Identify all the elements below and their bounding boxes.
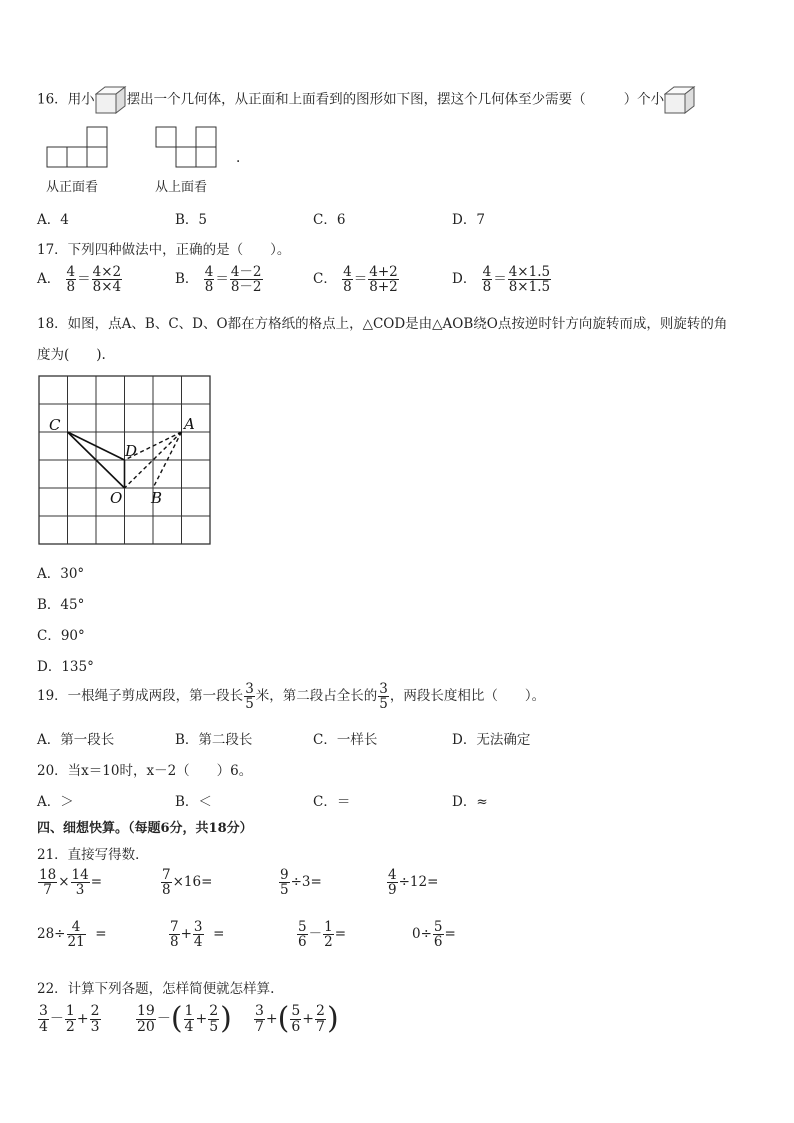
q17-option-d[interactable]: D． $\frac{4}{8}$ ＝ $\frac{4\times 1.5}{8\times 1.5}$ (452, 264, 551, 296)
q16-text-3: ）个小 (623, 91, 665, 108)
q16-text-2: 摆出一个几何体，从正面和上面看到的图形如下图，摆这个几何体至少需要（ (126, 91, 586, 108)
q22-expression-1: $\frac{3}{4}$ － $\frac{1}{2}$ + $\frac{2}{3}$ (39, 1003, 100, 1035)
fraction: $\frac{7}{8}$ (170, 919, 179, 951)
option-letter: B． (175, 271, 199, 288)
q21-item: $\frac{7}{8}$ ×16= (162, 867, 213, 899)
option-letter: C． (313, 271, 337, 288)
q20-stem: 20．当x＝10时，x－2（ ）6。 (37, 763, 253, 779)
q18-option-c[interactable]: C．90° (37, 628, 85, 644)
q16-option-b[interactable]: B．5 (175, 212, 208, 228)
q20-option-a[interactable]: A．＞ (37, 794, 74, 810)
q21-stem: 21．直接写得数． (37, 847, 149, 863)
q16-text-1: 用小 (67, 91, 95, 108)
front-view-figure (46, 126, 110, 168)
fraction: $\frac{1}{2}$ (324, 919, 333, 951)
fraction: $\frac{7}{8}$ (162, 867, 171, 899)
q17-stem: 17．下列四种做法中，正确的是（ ）。 (37, 242, 291, 258)
fraction: $\frac{3}{5}$ (379, 681, 388, 713)
fraction: $\frac{2}{7}$ (316, 1003, 325, 1035)
q18-stem-line1: 18．如图，点A、B、C、D、O都在方格纸的格点上，△COD是由△AOB绕O点按逆时针方向旋转而成，则旋转的角 (37, 316, 728, 332)
fraction: $\frac{3}{4}$ (39, 1003, 48, 1035)
section-heading: 四、细想快算。（每题6分，共18分） (37, 821, 253, 836)
point-b-label: B (151, 489, 163, 507)
fraction: $\frac{9}{5}$ (280, 867, 289, 899)
rotation-grid-figure (37, 372, 213, 548)
q21-item: $\frac{18}{7}$ × $\frac{14}{3}$ = (39, 867, 102, 899)
point-d-label: D (125, 442, 138, 460)
fraction: $\frac{4}{8}$ (66, 264, 76, 296)
q19-option-d[interactable]: D．无法确定 (452, 732, 531, 748)
fraction: $\frac{19}{20}$ (137, 1003, 155, 1035)
fraction: $\frac{4}{9}$ (388, 867, 397, 899)
fraction: $\frac{3}{5}$ (245, 681, 254, 713)
q21-item: $\frac{5}{6}$ － $\frac{1}{2}$ = (298, 919, 346, 951)
point-o-label: O (110, 489, 123, 507)
q20-option-d[interactable]: D．≈ (452, 794, 488, 810)
q22-expression-2: $\frac{19}{20}$ －( $\frac{1}{4}$ + $\frac{2}{5}$ ) (137, 1001, 232, 1037)
front-view-label: 从正面看 (46, 180, 99, 195)
q18-option-b[interactable]: B．45° (37, 597, 85, 613)
fraction: $\frac{18}{7}$ (39, 867, 57, 899)
q21-item: $\frac{9}{5}$ ÷3= (280, 867, 322, 899)
fraction: $\frac{3}{4}$ (193, 919, 203, 951)
q19-option-c[interactable]: C．一样长 (313, 732, 378, 748)
fraction: $\frac{5}{6}$ (291, 1003, 301, 1035)
fraction: $\frac{4-2}{8-2}$ (230, 264, 262, 296)
fraction: $\frac{5}{6}$ (433, 919, 443, 951)
q20-option-b[interactable]: B．＜ (175, 794, 212, 810)
fraction: $\frac{4}{8}$ (343, 264, 352, 296)
fraction: $\frac{1}{4}$ (184, 1003, 194, 1035)
point-c-label: C (49, 416, 61, 434)
q21-item: 0÷ $\frac{5}{6}$ = (412, 919, 456, 951)
top-view-label: 从上面看 (155, 180, 208, 195)
q16-period: . (236, 150, 241, 166)
option-letter: A． (37, 271, 61, 288)
cube-icon (664, 86, 696, 114)
q21-item: 28÷ $\frac{4}{21}$ = (37, 919, 107, 951)
q17-option-c[interactable]: C． $\frac{4}{8}$ ＝ $\frac{4+2}{8+2}$ (313, 264, 398, 296)
q16-option-a[interactable]: A．4 (37, 212, 69, 228)
q16-option-c[interactable]: C．6 (313, 212, 346, 228)
fraction: $\frac{14}{3}$ (71, 867, 89, 899)
fraction: $\frac{3}{7}$ (255, 1003, 264, 1035)
q19-stem: 19．一根绳子剪成两段，第一段长 $\frac{3}{5}$ 米，第二段占全长的 $\frac{3}{5}$ ，两段长度相比（ ）。 (37, 681, 546, 713)
q17-option-a[interactable]: A． $\frac{4}{8}$ ＝ $\frac{4\times 2}{8\times 4}$ (37, 264, 122, 296)
option-letter: D． (452, 271, 477, 288)
cube-icon (95, 86, 127, 114)
fraction: $\frac{4\times 1.5}{8\times 1.5}$ (508, 264, 551, 296)
fraction: $\frac{2}{3}$ (90, 1003, 100, 1035)
q22-expression-3: $\frac{3}{7}$ +( $\frac{5}{6}$ + $\frac{2}{7}$ ) (255, 1001, 339, 1037)
q17-option-b[interactable]: B． $\frac{4}{8}$ ＝ $\frac{4-2}{8-2}$ (175, 264, 262, 296)
q18-option-d[interactable]: D．135° (37, 659, 94, 675)
q21-item: $\frac{7}{8}$ + $\frac{3}{4}$ = (170, 919, 225, 951)
q20-option-c[interactable]: C．＝ (313, 794, 351, 810)
q19-option-a[interactable]: A．第一段长 (37, 732, 115, 748)
fraction: $\frac{2}{5}$ (209, 1003, 219, 1035)
fraction: $\frac{4}{8}$ (204, 264, 214, 296)
fraction: $\frac{1}{2}$ (65, 1003, 75, 1035)
q16-option-d[interactable]: D．7 (452, 212, 485, 228)
fraction: $\frac{4+2}{8+2}$ (369, 264, 398, 296)
q16-stem (37, 86, 696, 114)
fraction: $\frac{4\times 2}{8\times 4}$ (92, 264, 122, 296)
q19-option-b[interactable]: B．第二段长 (175, 732, 253, 748)
q16-number: 16． (37, 91, 68, 108)
q18-stem-line2: 度为( ). (37, 347, 106, 363)
q18-option-a[interactable]: A．30° (37, 566, 85, 582)
q21-item: $\frac{4}{9}$ ÷12= (388, 867, 439, 899)
point-a-label: A (184, 415, 195, 433)
q22-stem: 22．计算下列各题，怎样简便就怎样算. (37, 981, 275, 997)
top-view-figure (155, 126, 219, 168)
fraction: $\frac{4}{21}$ (67, 919, 85, 951)
fraction: $\frac{4}{8}$ (482, 264, 492, 296)
fraction: $\frac{5}{6}$ (298, 919, 307, 951)
